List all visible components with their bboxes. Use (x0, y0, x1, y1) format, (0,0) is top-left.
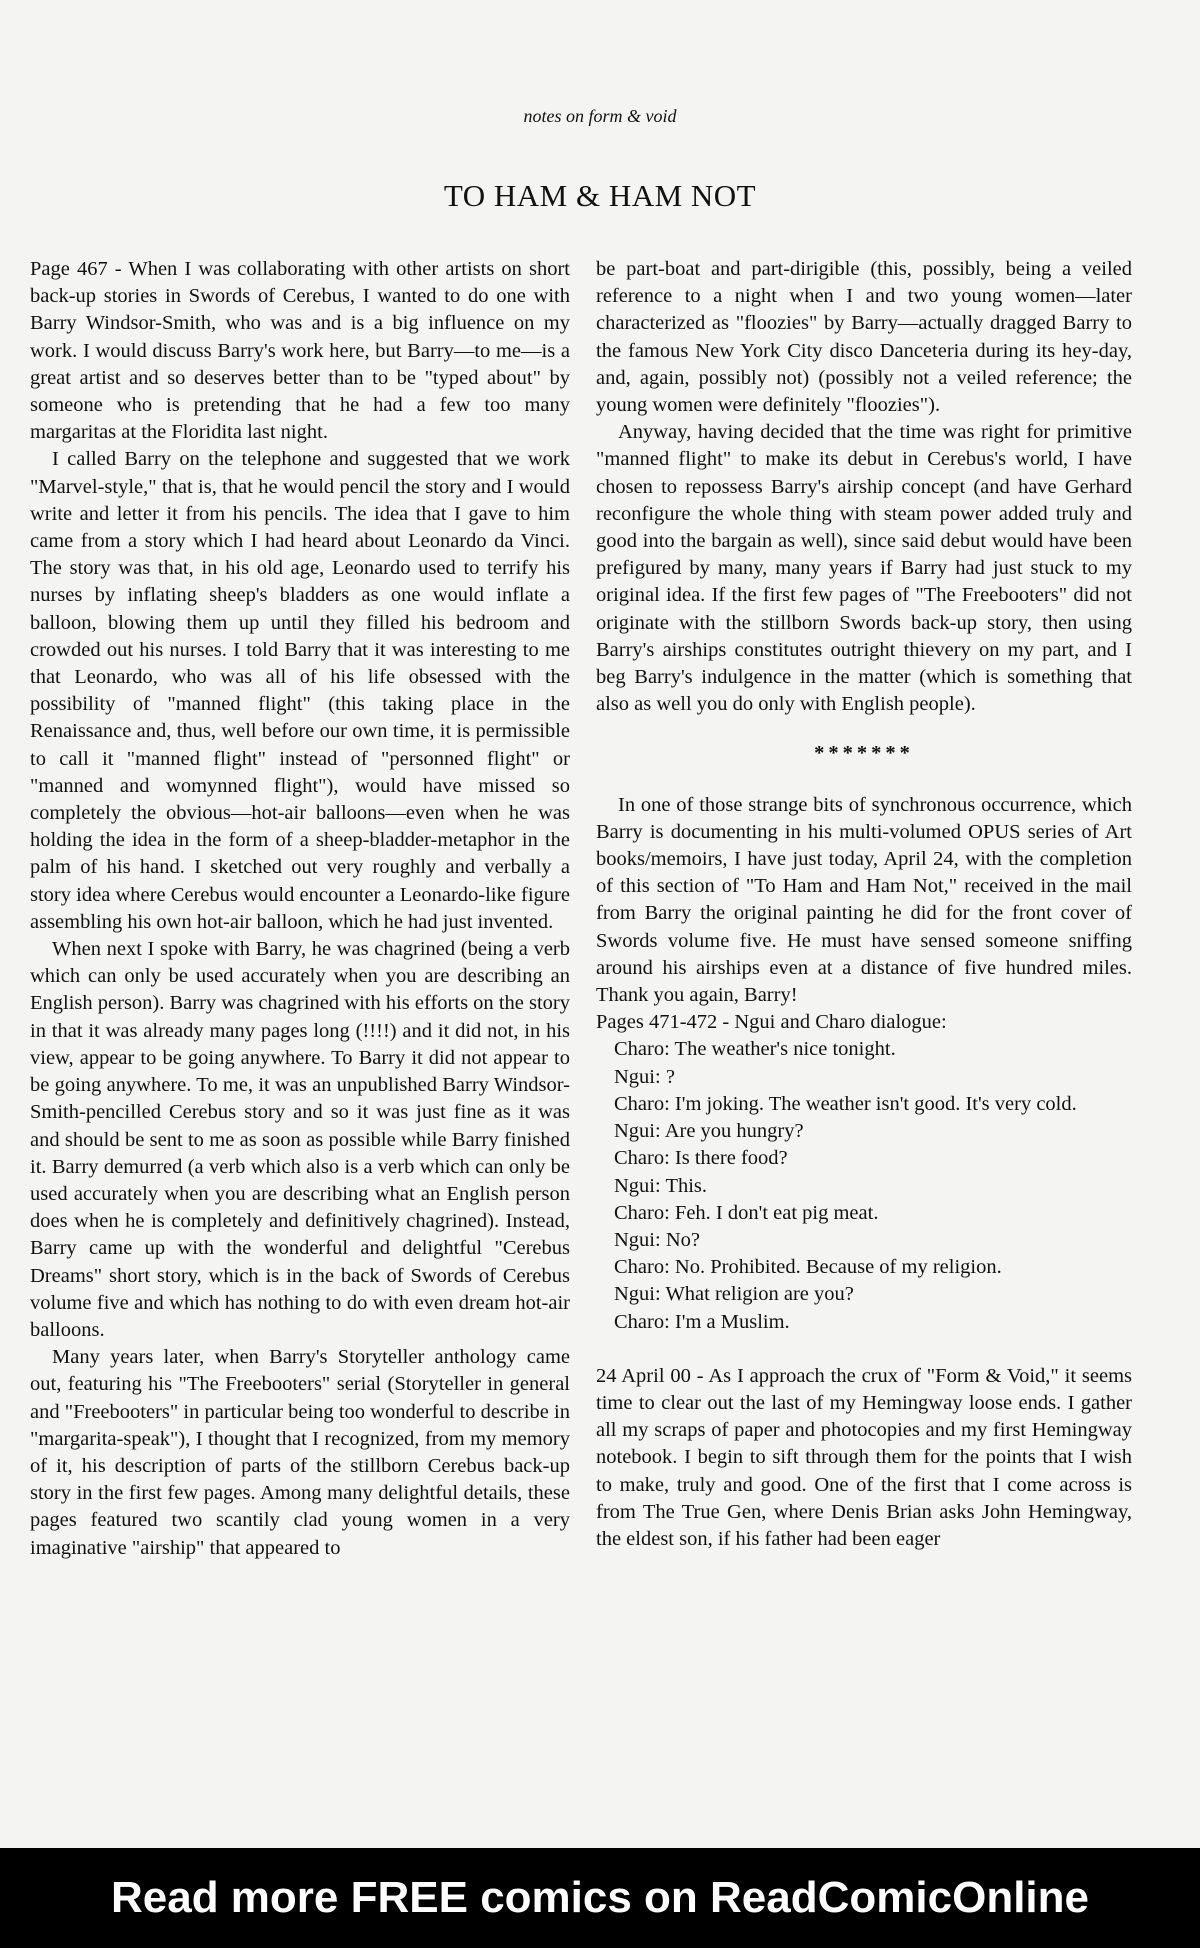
left-column (30, 256, 570, 1562)
article-title: TO HAM & HAM NOT (443, 178, 757, 213)
dialogue-line: Charo: No. Prohibited. Because of my religion. (614, 1256, 1002, 1279)
dialogue-line: Charo: Feh. I don't eat pig meat. (614, 1201, 879, 1224)
dialogue-line: Charo: The weather's nice tonight. (614, 1038, 896, 1061)
spacer (596, 1336, 1132, 1363)
paragraph: In one of those strange bits of synchronous occurrence, which Barry is documenting in his multi-volumed OPUS series of Art books/memoirs, I have just today, April 24, with the completion of this section of "To Ham and Ham Not," received in the mail from Barry the original painting he did for the front cover of Swords volume five. He must have sensed someone sniffing around his airships even at a distance of five hundred miles. Thank you again, Barry! (596, 793, 1132, 1007)
dialogue-line: Ngui: No? (614, 1228, 700, 1251)
dialogue-line: Charo: I'm joking. The weather isn't good. It's very cold. (614, 1092, 1077, 1115)
dialogue-line: Ngui: Are you hungry? (614, 1120, 804, 1143)
paragraph: Many years later, when Barry's Storyteller anthology came out, featuring his "The Freebooters" serial (Storyteller in general and "Freebooters" in particular being too wonderful to describe in "margarita-speak"), I thought that I recognized, from my memory of it, his description of parts of the stillborn Cerebus back-up story in the first few pages. Among many delightful details, these pages featured two scantily clad young women in a very imaginative "airship" that appeared to (30, 1346, 570, 1559)
paragraph: be part-boat and part-dirigible (this, possibly, being a veiled reference to a night when I and two young women—later characterized as "floozies" by Barry—actually dragged Barry to the famous New York City disco Danceteria during its hey-day, and, again, possibly not) (possibly not a veiled reference; the young women were definitely "floozies"). (596, 258, 1132, 417)
running-head: notes on form & void (523, 106, 677, 126)
dialogue-line: Charo: I'm a Muslim. (614, 1310, 790, 1333)
dialogue-heading: Pages 471-472 - Ngui and Charo dialogue: (596, 1011, 947, 1034)
paragraph: 24 April 00 - As I approach the crux of "Form & Void," it seems time to clear out the last of my Hemingway loose ends. I gather all my scraps of paper and photocopies and my first Hemingway notebook. I begin to sift through them for the points that I wish to make, truly and good. One of the first that I come across is from The True Gen, where Denis Brian asks John Hemingway, the eldest son, if his father had been eager (596, 1364, 1132, 1550)
dialogue-line: Ngui: ? (614, 1065, 675, 1088)
dialogue-line: Charo: Is there food? (614, 1147, 788, 1170)
paragraph: Anyway, having decided that the time was right for primitive "manned flight" to make its debut in Cerebus's world, I have chosen to repossess Barry's airship concept (and have Gerhard reconfigure the whole thing with steam power added truly and good into the bargain as well), since said debut would have been prefigured by many, many years if Barry had just stuck to my original idea. If the first few pages of "The Freebooters" did not originate with the stillborn Swords back-up story, then using Barry's airships constitutes outright thievery on my part, and I beg Barry's indulgence in the matter (which is something that also as well you do only with English people). (596, 421, 1132, 716)
promo-banner-link[interactable]: Read more FREE comics on ReadComicOnline (0, 1848, 1200, 1948)
paragraph: Page 467 - When I was collaborating with other artists on short back-up stories in Swords of Cerebus, I wanted to do one with Barry Windsor-Smith, who was and is a big influence on my work. I would discuss Barry's work here, but Barry—to me—is a great artist and so deserves better than to be "typed about" by someone who is pretending that he had a few too many margaritas at the Floridita last night. (30, 258, 570, 444)
paragraph: When next I spoke with Barry, he was chagrined (being a verb which can only be used accurately when you are describing an English person). Barry was chagrined with his efforts on the story in that it was already many pages long (!!!!) and it did not, in his view, appear to be going anywhere. To Barry it did not appear to be going anywhere. To me, it was an unpublished Barry Windsor-Smith-pencilled Cerebus story and so it was just fine as it was and should be sent to me as soon as possible while Barry finished it. Barry demurred (a verb which also is a verb which can only be used accurately when you are describing what an English person does when he is completely and definitively chagrined). Instead, Barry came up with the wonderful and delightful "Cerebus Dreams" short story, which is in the back of Swords of Cerebus volume five and which has nothing to do with even dream hot-air balloons. (30, 938, 570, 1341)
dialogue-list (596, 1036, 1132, 1335)
dialogue-line: Ngui: What religion are you? (614, 1283, 854, 1306)
right-column (596, 256, 1132, 1553)
section-break: ******* (814, 742, 914, 765)
dialogue-line: Ngui: This. (614, 1174, 708, 1197)
paragraph: I called Barry on the telephone and suggested that we work "Marvel-style," that is, that he would pencil the story and I would write and letter it from his pencils. The idea that I gave to him came from a story which I had heard about Leonardo da Vinci. The story was that, in his old age, Leonardo used to terrify his nurses by inflating sheep's bladders as one would inflate a balloon, blowing them up until they filled his bedroom and crowded out his nurses. I told Barry that it was interesting to me that Leonardo, who was all of his life obsessed with the possibility of "manned flight" (this taking place in the Renaissance and, thus, well before our own time, it is permissible to call it "manned flight" instead of "personned flight" or "manned and womynned flight"), would have missed so completely the obvious—hot-air balloons—even when he was holding the idea in the form of a sheep-bladder-metaphor in the palm of his hand. I sketched out very roughly and verbally a story idea where Cerebus would encounter a Leonardo-like figure assembling his own hot-air balloon, which he had just invented. (30, 448, 570, 933)
